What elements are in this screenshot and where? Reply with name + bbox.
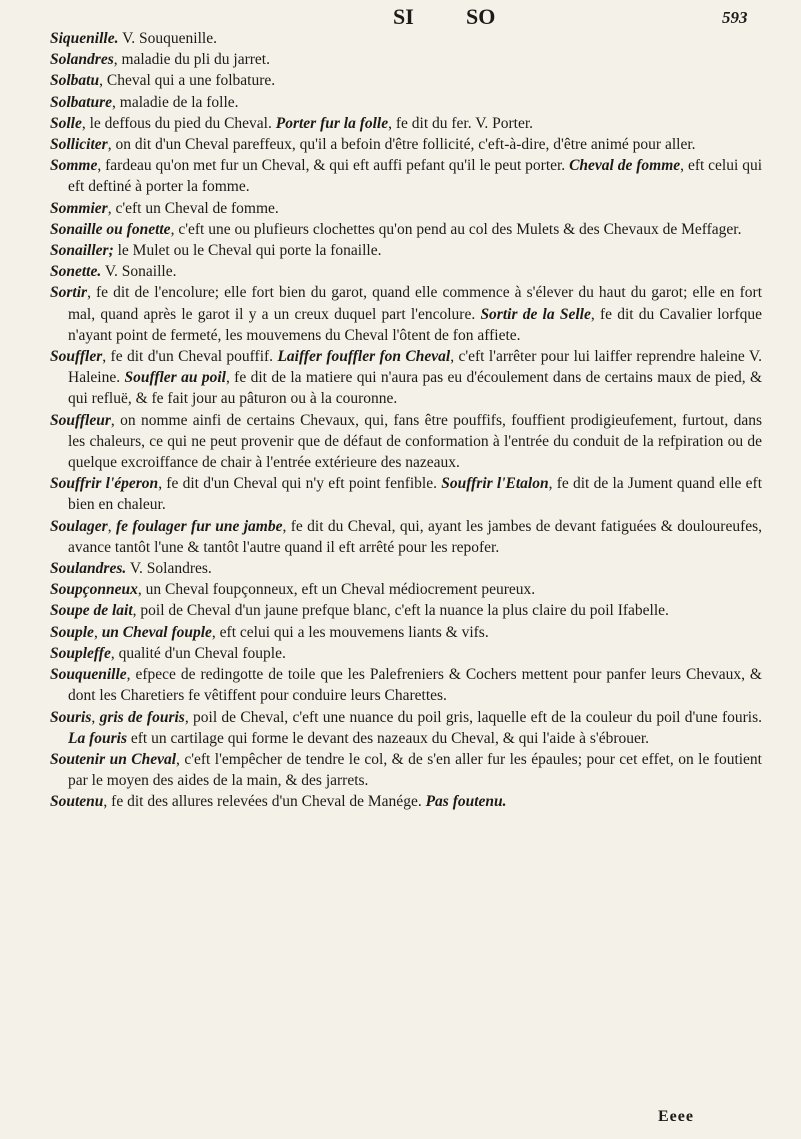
entry-text: le Mulet ou le Cheval qui porte la fonaille.: [113, 242, 382, 260]
sub-term: Souffler au poil: [124, 369, 226, 387]
entry-text: eft un cartilage qui forme le devant des nazeaux du Cheval, & qui l'aide à s'ébrouer.: [127, 729, 650, 747]
headword: Solbature: [50, 93, 113, 111]
entry-text: , on nomme ainfi de certains Chevaux, qui, fans être pouffifs, fouffient prodigieufement, furtout, dans les chaleurs, ce qui ne peut provenir que de défaut de conformation à l'entrée du conduit de la refpiration ou de quelque excroiffance de chair à l'entrée extérieure des nazeaux.: [68, 411, 762, 472]
headword: Souris: [50, 708, 92, 726]
dictionary-entry: [50, 240, 762, 261]
headword: Siquenille.: [50, 30, 119, 47]
entry-text: V. Souquenille.: [118, 30, 217, 47]
entry-text: , le deffous du pied du Cheval.: [81, 114, 276, 132]
sub-term: Laiffer fouffler fon Cheval: [277, 348, 451, 366]
sub-term: gris de fouris: [99, 708, 185, 726]
entry-text: , c'eft une ou plufieurs clochettes qu'on pend au col des Mulets & des Chevaux de Meffager.: [170, 220, 742, 238]
headword: Soupçonneux: [50, 581, 138, 599]
sub-term: un Cheval fouple: [101, 623, 212, 641]
headword: Sommier: [50, 199, 108, 217]
headword: Soulager: [50, 517, 108, 535]
entry-text: , fe dit de la matiere qui n'aura pas eu d'écoulement dans de certains maux de pied, & qui refluë, & fe fait jour au pâturon ou à la couronne.: [68, 369, 762, 408]
dictionary-entry: [50, 473, 762, 515]
dictionary-entry: [50, 134, 762, 155]
headword: Soutenir un Cheval: [50, 750, 177, 768]
entry-text: , fe dit du fer. V. Porter.: [388, 114, 534, 132]
sub-term: Sortir de la Selle: [480, 305, 591, 323]
dictionary-entry: [50, 28, 762, 49]
entry-text: , qualité d'un Cheval fouple.: [110, 644, 286, 662]
headword: Soupleffe: [50, 644, 111, 662]
sub-term: Cheval de fomme: [569, 157, 681, 175]
dictionary-entry: [50, 643, 762, 664]
dictionary-entry: [50, 113, 762, 134]
dictionary-entry: [50, 219, 762, 240]
headword: Sonette.: [50, 263, 102, 281]
sub-term: Souffrir l'Etalon: [441, 475, 549, 493]
headword: Souffrir l'éperon: [50, 475, 159, 493]
entry-text: , fe dit d'un Cheval qui n'y eft point fenfible.: [158, 475, 442, 493]
headword: Souple: [50, 623, 94, 641]
page-number: 593: [722, 8, 748, 27]
headword: Souffler: [50, 348, 103, 366]
dictionary-entry: [50, 155, 762, 197]
entry-text: ,: [93, 623, 102, 641]
entry-text: V. Sonaille.: [101, 263, 177, 281]
entry-text: , fe dit du Cavalier lorfque n'ayant point de fermeté, les mouvemens du Cheval l'ôtent de fon affiete.: [68, 305, 763, 344]
dictionary-entry: [50, 49, 762, 70]
dictionary-entry: [50, 622, 762, 643]
entry-text: , un Cheval foupçonneux, eft un Cheval médiocrement peureux.: [137, 581, 536, 599]
dictionary-entry: [50, 261, 762, 282]
entry-text: , maladie du pli du jarret.: [113, 51, 270, 69]
dictionary-entry: [50, 346, 762, 410]
headword: Solandres: [50, 51, 114, 69]
headword: Souquenille: [50, 666, 127, 684]
dictionary-entry: [50, 707, 762, 749]
entry-text: , fe dit de l'encolure; elle fort bien du garot, quand elle commence à s'élever du haut du garot; elle en fort mal, quand après le garot il y a un creux duquel part l'encolure.: [68, 284, 762, 323]
dictionary-entry: [50, 600, 762, 621]
headword: Soupe de lait: [50, 602, 133, 620]
headword: Soulandres.: [50, 560, 127, 578]
headword: Souffleur: [50, 411, 111, 429]
entry-text: , eft celui qui a les mouvemens liants & vifs.: [211, 623, 489, 641]
headword: Solliciter: [50, 136, 108, 154]
dictionary-entry: [50, 410, 762, 474]
running-head-left: SI: [393, 4, 414, 29]
headword: Solle: [50, 114, 82, 132]
entry-text: , fe dit du Cheval, qui, ayant les jambes de devant fatiguées & douloureufes, avance tantôt l'une & tantôt l'autre quand il eft arrêté pour les repofer.: [68, 517, 763, 556]
headword: Sortir: [50, 284, 88, 302]
headword: Soutenu: [50, 793, 104, 811]
sub-term: fe foulager fur une jambe: [115, 517, 283, 535]
dictionary-entry: [50, 70, 762, 91]
entry-text: ,: [91, 708, 100, 726]
sub-term: Pas foutenu.: [425, 793, 507, 811]
entry-text: , fe dit d'un Cheval pouffif.: [102, 348, 278, 366]
dictionary-entry: [50, 558, 762, 579]
entry-text: , c'eft un Cheval de fomme.: [107, 199, 279, 217]
dictionary-entry: [50, 282, 762, 346]
dictionary-entry: [50, 664, 762, 706]
entry-text: , fe dit de la Jument quand elle eft bien en chaleur.: [68, 475, 763, 514]
entry-text: , poil de Cheval, c'eft une nuance du poil gris, laquelle eft de la couleur du poil d'une fouris.: [184, 708, 762, 726]
dictionary-entry: [50, 579, 762, 600]
headword: Sonaille ou fonette: [50, 220, 171, 238]
entry-text: , Cheval qui a une folbature.: [99, 72, 276, 90]
entry-text: , c'eft l'empêcher de tendre le col, & de s'en aller fur les épaules; pour cet effet, on le foutient par le moyen des aides de la main, & des jarrets.: [68, 750, 762, 790]
entry-text: , fardeau qu'on met fur un Cheval, & qui eft auffi pefant qu'il le peut porter.: [97, 157, 570, 175]
dictionary-entry: [50, 749, 762, 791]
signature-mark: Eeee: [658, 1108, 694, 1125]
dictionary-entry: [50, 516, 762, 558]
sub-term: Porter fur la folle: [275, 114, 389, 132]
dictionary-entry: [50, 198, 762, 219]
entry-text: , c'eft l'arrêter pour lui laiffer reprendre haleine V. Haleine.: [68, 348, 762, 387]
entry-text: , efpece de redingotte de toile que les Palefreniers & Cochers mettent pour panfer leurs Chevaux, & dont les Charetiers fe vêtiffent pour conduire leurs Charettes.: [68, 666, 762, 705]
headword: Solbatu: [50, 72, 100, 90]
sub-term: La fouris: [68, 729, 127, 747]
headword: Sonailler;: [50, 242, 114, 260]
headword: Somme: [50, 157, 98, 175]
dictionary-entry: [50, 791, 762, 812]
dictionary-entry: [50, 92, 762, 113]
entry-text: , poil de Cheval d'un jaune prefque blanc, c'eft la nuance la plus claire du poil Ifabelle.: [132, 602, 669, 620]
entry-list: [50, 28, 762, 813]
entry-text: , on dit d'un Cheval pareffeux, qu'il a befoin d'être follicité, c'eft-à-dire, d'être animé pour aller.: [107, 136, 696, 154]
entry-text: ,: [107, 517, 116, 535]
entry-text: , fe dit des allures relevées d'un Cheval de Manége.: [103, 793, 426, 811]
entry-text: , eft celui qui eft deftiné à porter la fomme.: [68, 157, 762, 196]
entry-text: V. Solandres.: [126, 560, 212, 578]
running-head-right: SO: [466, 4, 496, 29]
entry-text: , maladie de la folle.: [112, 93, 239, 111]
